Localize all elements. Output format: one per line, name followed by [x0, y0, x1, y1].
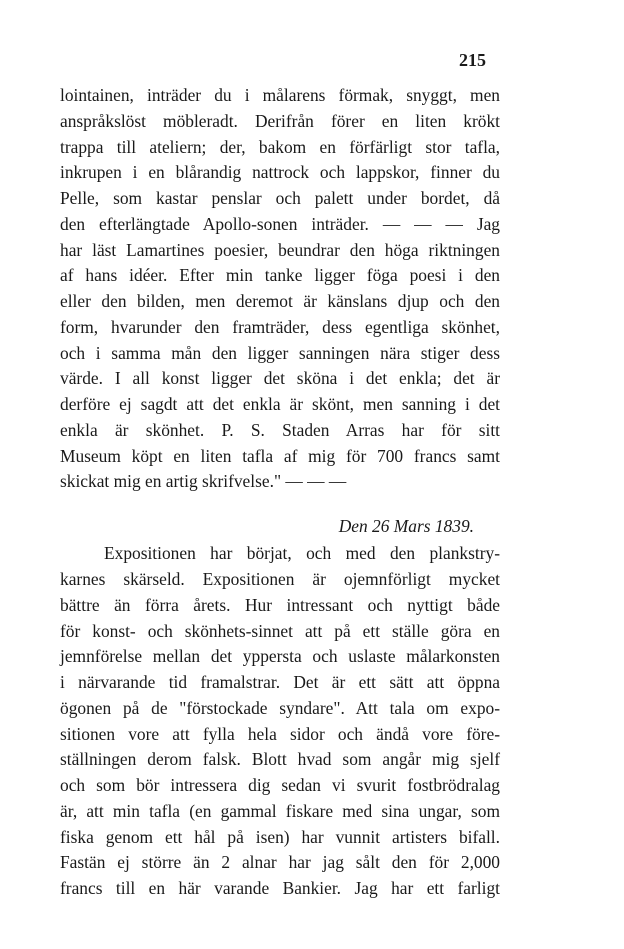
text-line: anspråkslöst möbleradt. Derifrån förer en liten krökt [60, 111, 500, 131]
text-line: form, hvarunder den framträder, dess egentliga skönhet, [60, 317, 500, 337]
text-line: af hans idéer. Efter min tanke ligger föga poesi i den [60, 265, 500, 285]
text-line: ögonen på de "förstockade syndare". Att tala om expo- [60, 698, 500, 718]
text-line: eller den bilden, men deremot är känslans djup och den [60, 291, 500, 311]
text-line: ställningen derom falsk. Blott hvad som angår mig sjelf [60, 749, 500, 769]
text-line: fiska genom ett hål på isen) har vunnit artisters bifall. [60, 827, 500, 847]
page-number: 215 [459, 50, 486, 70]
text-line: francs till en här varande Bankier. Jag har ett farligt [60, 878, 500, 898]
text-line: i närvarande tid framalstrar. Det är ett sätt att öppna [60, 672, 500, 692]
text-line: värde. I all konst ligger det sköna i det enkla; det är [60, 368, 500, 388]
text-line: och i samma mån den ligger sanningen nära stiger dess [60, 343, 500, 363]
text-line: den efterlängtade Apollo-sonen inträder. — — — Jag [60, 214, 500, 234]
text-line: är, att min tafla (en gammal fiskare med sina ungar, som [60, 801, 500, 821]
text-line: Pelle, som kastar penslar och palett under bordet, då [60, 188, 500, 208]
text-line: Expositionen har börjat, och med den plankstry- [104, 543, 500, 563]
text-line: inkrupen i en blårandig nattrock och lappskor, finner du [60, 162, 500, 182]
text-line: sitionen vore att fylla hela sidor och ändå vore före- [60, 724, 500, 744]
text-line: enkla är skönhet. P. S. Staden Arras har för sitt [60, 420, 500, 440]
text-line: bättre än förra årets. Hur intressant och nyttigt både [60, 595, 500, 615]
text-line: har läst Lamartines poesier, beundrar den höga riktningen [60, 240, 500, 260]
text-line: karnes skärseld. Expositionen är ojemnförligt mycket [60, 569, 500, 589]
text-line: jemnförelse mellan det yppersta och uslaste målarkonsten [60, 646, 500, 666]
text-line: skickat mig en artig skrifvelse." — — — [60, 471, 347, 491]
text-line: derföre ej sagdt att det enkla är skönt, men sanning i det [60, 394, 500, 414]
dateline: Den 26 Mars 1839. [338, 516, 474, 536]
text-line: Fastän ej större än 2 alnar har jag sålt den för 2,000 [60, 852, 500, 872]
text-line: för konst- och skönhets-sinnet att på ett ställe göra en [60, 621, 500, 641]
text-line: Museum köpt en liten tafla af mig för 700 francs samt [60, 446, 500, 466]
text-line: trappa till ateliern; der, bakom en förfärligt stor tafla, [60, 137, 500, 157]
text-line: lointainen, inträder du i målarens förmak, snyggt, men [60, 85, 500, 105]
text-line: och som bör intressera dig sedan vi svurit fostbrödralag [60, 775, 500, 795]
